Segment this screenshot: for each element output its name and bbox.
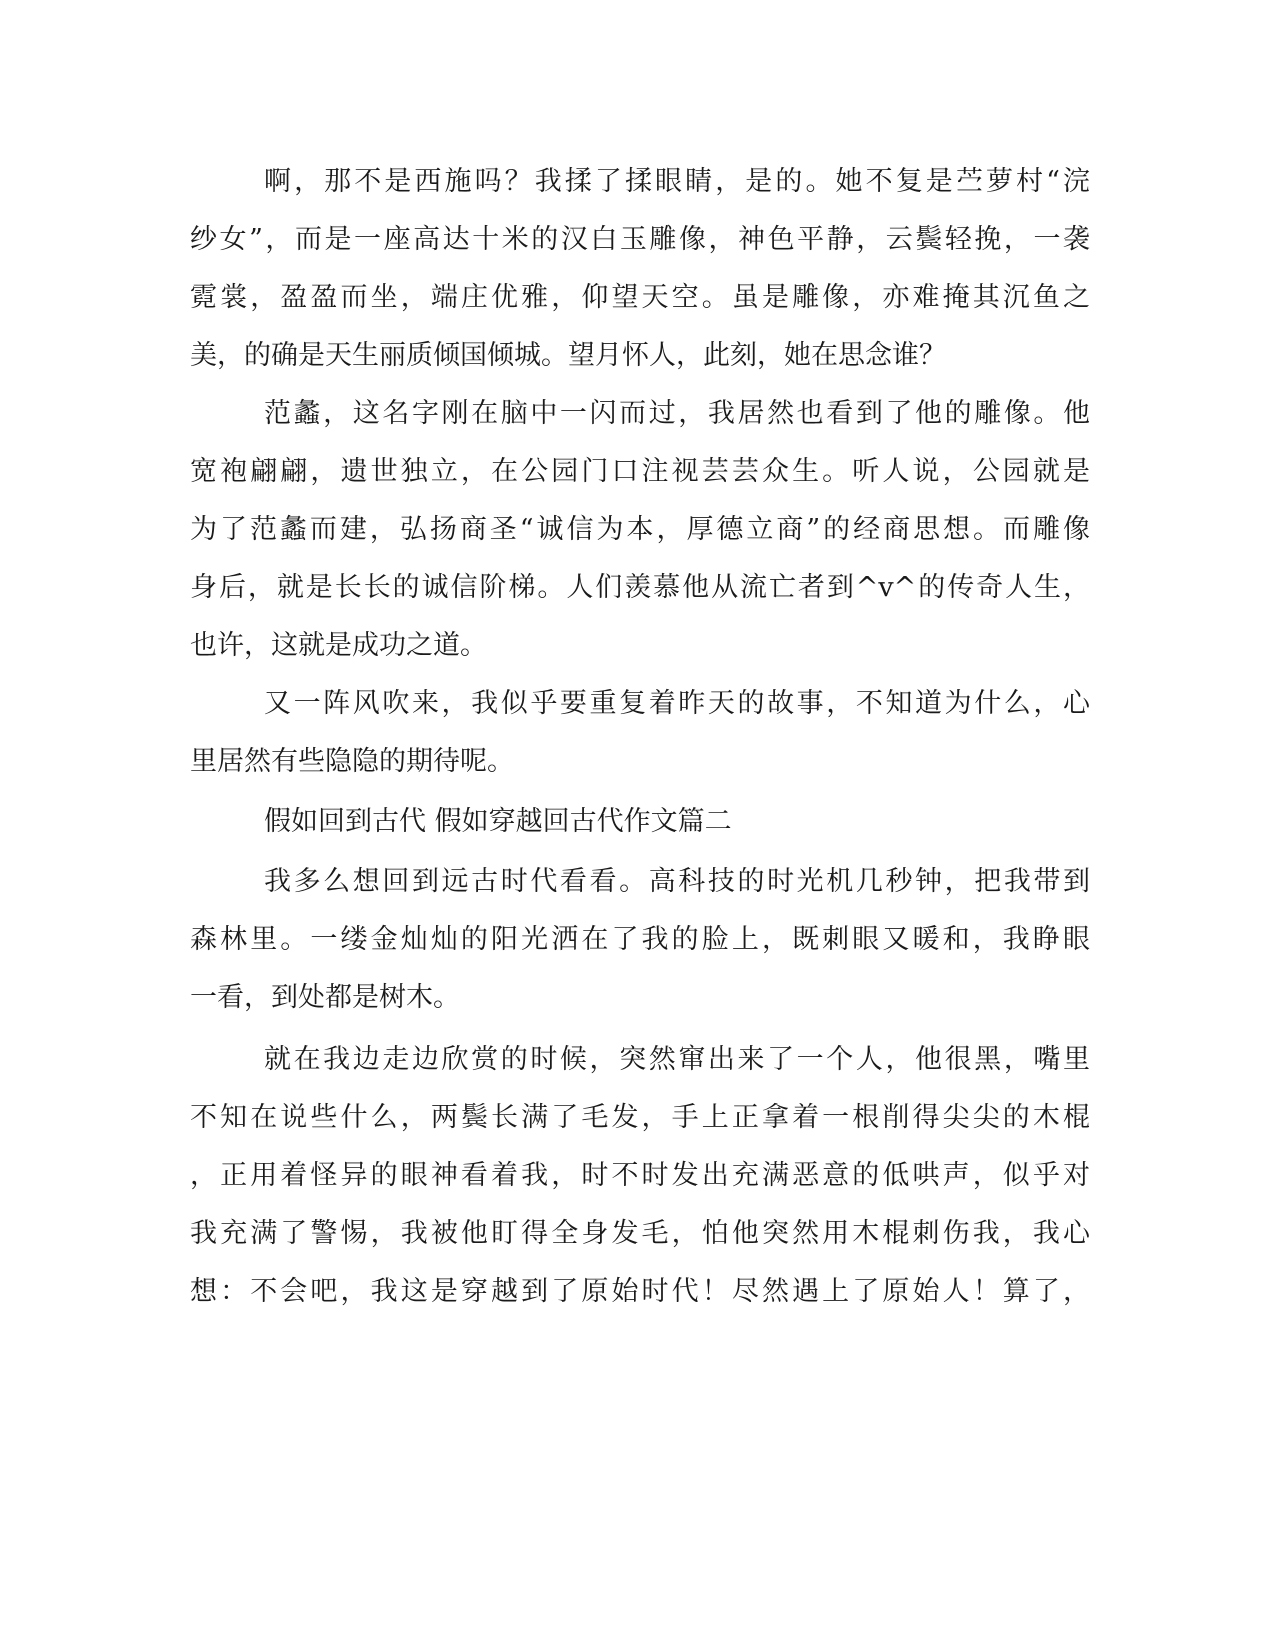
paragraph-4-line-3: 一看，到处都是树木。 <box>190 982 460 1013</box>
section-heading: 假如回到古代 假如穿越回古代作文篇二 <box>264 806 732 837</box>
paragraph-2-line-4: 身后，就是长长的诚信阶梯。人们羡慕他从流亡者到^v^的传奇人生， <box>190 572 1090 603</box>
paragraph-1-line-4: 美，的确是天生丽质倾国倾城。望月怀人，此刻，她在思念谁？ <box>190 340 946 371</box>
paragraph-4-line-1: 我多么想回到远古时代看看。高科技的时光机几秒钟，把我带到 <box>264 866 1090 897</box>
paragraph-1-line-2: 纱女”，而是一座高达十米的汉白玉雕像，神色平静，云鬓轻挽，一袭 <box>190 224 1090 255</box>
paragraph-5-line-5: 想：不会吧，我这是穿越到了原始时代！尽然遇上了原始人！算了， <box>190 1276 1090 1307</box>
paragraph-5-line-3: ，正用着怪异的眼神看着我，时不时发出充满恶意的低哄声，似乎对 <box>190 1160 1090 1191</box>
paragraph-3-line-1: 又一阵风吹来，我似乎要重复着昨天的故事，不知道为什么，心 <box>264 688 1090 719</box>
paragraph-2-line-1: 范蠡，这名字刚在脑中一闪而过，我居然也看到了他的雕像。他 <box>264 398 1090 429</box>
paragraph-3-line-2: 里居然有些隐隐的期待呢。 <box>190 746 514 777</box>
paragraph-1-line-3: 霓裳，盈盈而坐，端庄优雅，仰望天空。虽是雕像，亦难掩其沉鱼之 <box>190 282 1090 313</box>
paragraph-4-line-2: 森林里。一缕金灿灿的阳光洒在了我的脸上，既刺眼又暖和，我睁眼 <box>190 924 1090 955</box>
paragraph-5-line-4: 我充满了警惕，我被他盯得全身发毛，怕他突然用木棍刺伤我，我心 <box>190 1218 1090 1249</box>
paragraph-2-line-3: 为了范蠡而建，弘扬商圣“诚信为本，厚德立商”的经商思想。而雕像 <box>190 514 1090 545</box>
paragraph-5-line-1: 就在我边走边欣赏的时候，突然窜出来了一个人，他很黑，嘴里 <box>264 1044 1090 1075</box>
paragraph-1-line-1: 啊，那不是西施吗？我揉了揉眼睛，是的。她不复是苎萝村“浣 <box>264 166 1090 197</box>
paragraph-2-line-5: 也许，这就是成功之道。 <box>190 630 487 661</box>
paragraph-5-line-2: 不知在说些什么，两鬓长满了毛发，手上正拿着一根削得尖尖的木棍 <box>190 1102 1090 1133</box>
paragraph-2-line-2: 宽袍翩翩，遗世独立，在公园门口注视芸芸众生。听人说，公园就是 <box>190 456 1090 487</box>
